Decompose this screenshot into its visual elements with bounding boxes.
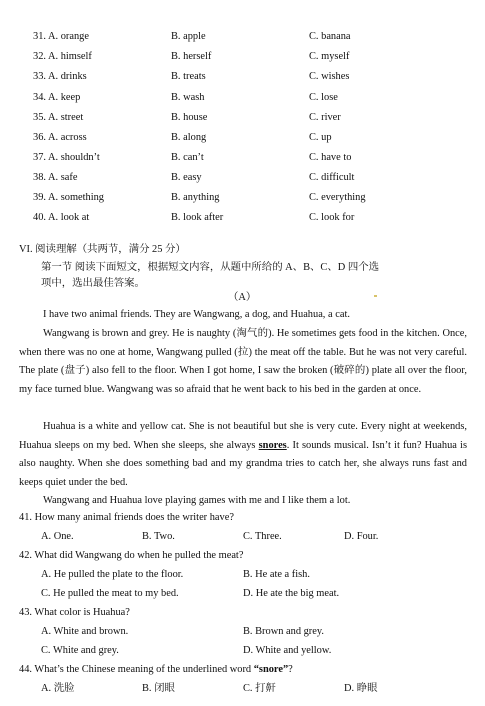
option-b: B. treats <box>171 71 206 82</box>
paragraph-text: Wangwang is brown and grey. He is naughty (淘气的). He sometimes gets food in the kitchen. Once, when there was no one at home, Wangwang pulled (拉) the meat off the table. But he was not very careful. The plate (盘子) also fell to the floor. When I got home, I saw the broken (破碎的) plate all over the floor, my face turned blue. Wangwang was so afraid that he went back to his bed in the garden at once. <box>19 328 467 395</box>
choice-d: D. 睁眼 <box>344 683 378 694</box>
choice-a: A. 洗脸 <box>41 683 75 694</box>
question-41: 41. How many animal friends does the writer have? <box>19 512 234 523</box>
choice-a: A. One. <box>41 531 74 542</box>
option-row <box>0 69 485 85</box>
option-a: 39. A. something <box>33 192 105 203</box>
choice-b: B. 闭眼 <box>142 683 175 694</box>
option-c: C. have to <box>309 152 352 163</box>
option-a: 38. A. safe <box>33 172 78 183</box>
paragraph-text: Huahua is a white and yellow cat. She is not beautiful but she is very cute. Every night at weekends, Huahua sleeps on my bed. When she sleeps, she always <box>19 421 467 451</box>
option-row <box>0 170 485 186</box>
option-c: C. everything <box>309 192 366 203</box>
option-b: B. house <box>171 112 208 123</box>
choice-a: A. White and brown. <box>41 626 129 637</box>
question-mark: ? <box>288 664 293 675</box>
choice-c: C. White and grey. <box>41 645 119 656</box>
choice-c: C. Three. <box>243 531 282 542</box>
option-c: C. wishes <box>309 71 350 82</box>
section-title: VI. 阅读理解（共两节，满分 25 分） <box>19 244 186 255</box>
passage-paragraph-2 <box>19 325 467 399</box>
option-row <box>0 210 485 226</box>
option-a: 40. A. look at <box>33 212 90 223</box>
option-b: B. along <box>171 132 207 143</box>
option-c: C. banana <box>309 31 351 42</box>
paragraph-text: Wangwang and Huahua love playing games with me and I like them a lot. <box>43 495 351 506</box>
option-row <box>0 130 485 146</box>
passage-label: （A） <box>228 292 257 303</box>
option-c: C. myself <box>309 51 350 62</box>
quoted-word: “snore” <box>253 664 289 675</box>
option-a: 33. A. drinks <box>33 71 87 82</box>
choice-d: D. White and yellow. <box>243 645 332 656</box>
option-a: 35. A. street <box>33 112 84 123</box>
option-c: C. river <box>309 112 341 123</box>
option-row <box>0 110 485 126</box>
speck-mark <box>374 295 377 297</box>
option-row <box>0 29 485 45</box>
section-instruction-cont: 项中，选出最佳答案。 <box>41 278 145 289</box>
option-c: C. up <box>309 132 332 143</box>
option-b: B. look after <box>171 212 224 223</box>
option-c: C. look for <box>309 212 355 223</box>
question-44 <box>19 662 293 678</box>
choice-c: C. 打鼾 <box>243 683 276 694</box>
option-row <box>0 49 485 65</box>
choice-b: B. He ate a fish. <box>243 569 310 580</box>
section-instruction: 第一节 阅读下面短文，根据短文内容，从题中所给的 A、B、C、D 四个选 <box>41 262 379 273</box>
question-42: 42. What did Wangwang do when he pulled the meat? <box>19 550 244 561</box>
option-a: 36. A. across <box>33 132 87 143</box>
option-a: 32. A. himself <box>33 51 92 62</box>
passage-paragraph-4 <box>19 492 467 511</box>
option-b: B. anything <box>171 192 220 203</box>
paragraph-text: I have two animal friends. They are Wangwang, a dog, and Huahua, a cat. <box>43 309 350 320</box>
option-row <box>0 190 485 206</box>
option-a: 31. A. orange <box>33 31 89 42</box>
choice-b: B. Two. <box>142 531 175 542</box>
paragraph-text: . It sounds musical. Isn’t it fun? Huahua is also naughty. When she does something bad and my grandma tries to catch her, she always runs fast and keeps quiet under the bed. <box>19 439 467 488</box>
question-43: 43. What color is Huahua? <box>19 607 130 618</box>
option-row <box>0 90 485 106</box>
option-b: B. easy <box>171 172 202 183</box>
option-b: B. apple <box>171 31 206 42</box>
passage-paragraph-1 <box>19 306 467 325</box>
option-row <box>0 150 485 166</box>
choice-d: D. Four. <box>344 531 379 542</box>
option-b: B. can’t <box>171 152 204 163</box>
option-c: C. difficult <box>309 172 355 183</box>
option-b: B. herself <box>171 51 212 62</box>
option-a: 34. A. keep <box>33 92 81 103</box>
question-text: 44. What’s the Chinese meaning of the underlined word <box>19 664 254 675</box>
option-c: C. lose <box>309 92 338 103</box>
choice-b: B. Brown and grey. <box>243 626 324 637</box>
choice-a: A. He pulled the plate to the floor. <box>41 569 184 580</box>
passage-paragraph-3 <box>19 418 467 492</box>
option-b: B. wash <box>171 92 205 103</box>
choice-d: D. He ate the big meat. <box>243 588 340 599</box>
option-a: 37. A. shouldn’t <box>33 152 100 163</box>
underlined-word: snores <box>258 439 287 451</box>
choice-c: C. He pulled the meat to my bed. <box>41 588 179 599</box>
